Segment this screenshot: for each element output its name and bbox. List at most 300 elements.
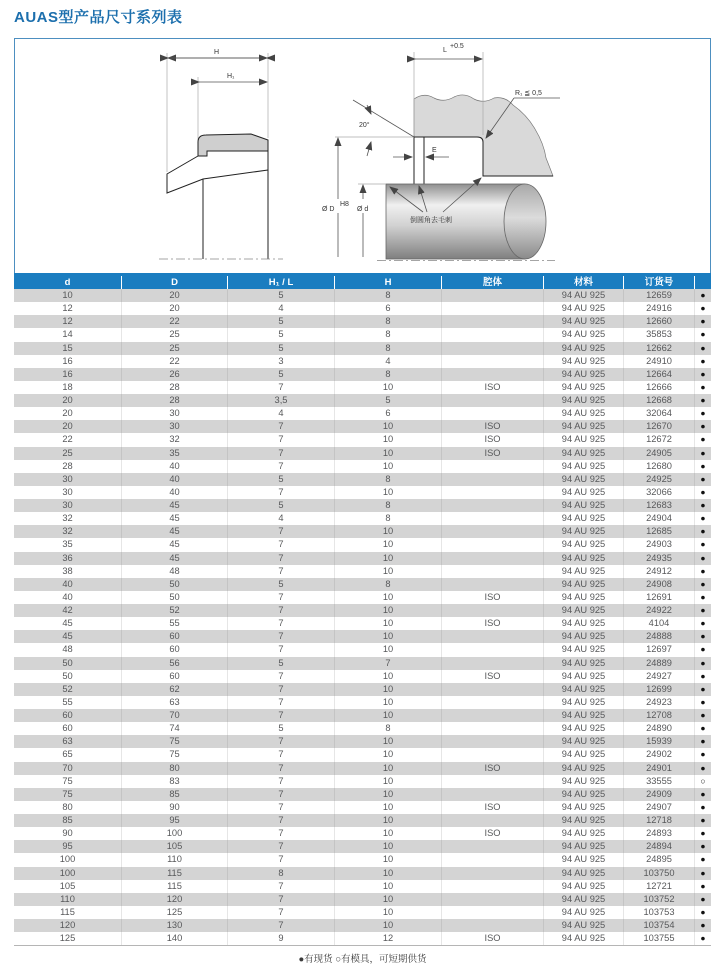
- cell-cavity: [441, 709, 543, 722]
- cell-H1-L: 5: [227, 368, 334, 381]
- table-row: [14, 617, 711, 630]
- dim-H-label: H: [214, 49, 220, 56]
- cell-H1-L: 7: [227, 880, 334, 893]
- cell-material: 94 AU 925: [543, 683, 623, 696]
- cell-cavity: [441, 473, 543, 486]
- cell-H: 10: [334, 447, 441, 460]
- cell-order-no: 24904: [623, 512, 694, 525]
- cell-material: 94 AU 925: [543, 381, 623, 394]
- cell-H: 10: [334, 552, 441, 565]
- cell-order-no: 24901: [623, 762, 694, 775]
- cell-cavity: [441, 289, 543, 302]
- cell-H1-L: 5: [227, 315, 334, 328]
- cell-order-no: 24903: [623, 538, 694, 551]
- cell-H1-L: 7: [227, 906, 334, 919]
- cell-H1-L: 7: [227, 775, 334, 788]
- cell-D: 50: [121, 578, 227, 591]
- cell-H: 10: [334, 696, 441, 709]
- cell-cavity: ISO: [441, 433, 543, 446]
- cell-order-no: 15939: [623, 735, 694, 748]
- cell-D: 30: [121, 407, 227, 420]
- cell-material: 94 AU 925: [543, 368, 623, 381]
- cell-material: 94 AU 925: [543, 342, 623, 355]
- table-row: [14, 827, 711, 840]
- cell-H: 10: [334, 893, 441, 906]
- cell-H1-L: 5: [227, 328, 334, 341]
- cell-d: 70: [62, 762, 73, 773]
- cell-order-no: 12662: [623, 342, 694, 355]
- cell-H1-L: 7: [227, 460, 334, 473]
- cell-D: 75: [121, 735, 227, 748]
- table-row: [14, 394, 711, 407]
- cell-D: 120: [121, 893, 227, 906]
- cell-cavity: [441, 696, 543, 709]
- cell-D: 130: [121, 919, 227, 932]
- cell-d: 16: [62, 368, 73, 379]
- cell-availability: ●: [694, 814, 711, 827]
- seal-drawing-svg: [15, 39, 710, 273]
- cell-d: 42: [62, 605, 73, 615]
- cell-availability: ●: [694, 919, 711, 932]
- cell-material: 94 AU 925: [543, 473, 623, 486]
- cell-H: 8: [334, 722, 441, 735]
- cell-D: 83: [121, 775, 227, 788]
- cell-material: 94 AU 925: [543, 407, 623, 420]
- cell-cavity: ISO: [441, 420, 543, 433]
- cell-d: 38: [62, 565, 73, 576]
- radius-note: R₁ ≦ 0,5: [515, 90, 542, 97]
- cell-order-no: 12699: [623, 683, 694, 696]
- cell-d: 45: [62, 631, 73, 642]
- cell-order-no: 12668: [623, 394, 694, 407]
- cell-material: 94 AU 925: [543, 788, 623, 801]
- cell-availability: ●: [694, 499, 711, 512]
- cell-material: 94 AU 925: [543, 578, 623, 591]
- cell-D: 40: [121, 460, 227, 473]
- cell-availability: ●: [694, 315, 711, 328]
- dia-D-label: Ø D: [322, 206, 335, 213]
- cell-cavity: [441, 578, 543, 591]
- cell-availability: ●: [694, 827, 711, 840]
- cell-H: 10: [334, 867, 441, 880]
- cell-D: 85: [121, 788, 227, 801]
- cell-cavity: [441, 919, 543, 932]
- cell-availability: ●: [694, 840, 711, 853]
- cell-order-no: 12672: [623, 433, 694, 446]
- cell-cavity: [441, 355, 543, 368]
- seal-lip-shape: [198, 134, 268, 156]
- cell-H1-L: 7: [227, 670, 334, 683]
- cell-H1-L: 7: [227, 814, 334, 827]
- cell-availability: ●: [694, 447, 711, 460]
- cell-H: 8: [334, 315, 441, 328]
- cell-D: 52: [121, 604, 227, 617]
- cell-order-no: 12708: [623, 709, 694, 722]
- table-row: [14, 460, 711, 473]
- cell-d: 52: [62, 683, 73, 694]
- cell-H1-L: 7: [227, 735, 334, 748]
- cell-order-no: 103753: [623, 906, 694, 919]
- dim-L-label: L: [443, 47, 447, 54]
- page-title: AUAS型产品尺寸系列表: [14, 9, 183, 26]
- cell-order-no: 12685: [623, 525, 694, 538]
- cell-D: 63: [121, 696, 227, 709]
- cell-d: 30: [62, 473, 73, 484]
- cell-cavity: [441, 486, 543, 499]
- cell-D: 20: [121, 302, 227, 315]
- cell-D: 105: [121, 840, 227, 853]
- cell-order-no: 24905: [623, 447, 694, 460]
- cell-material: 94 AU 925: [543, 670, 623, 683]
- cell-cavity: ISO: [441, 447, 543, 460]
- cell-order-no: 24890: [623, 722, 694, 735]
- cell-availability: ●: [694, 302, 711, 315]
- cell-material: 94 AU 925: [543, 775, 623, 788]
- dia-d-label: Ø d: [357, 206, 369, 213]
- cell-cavity: [441, 735, 543, 748]
- cell-H: 8: [334, 289, 441, 302]
- cell-cavity: [441, 788, 543, 801]
- cell-H: 4: [334, 355, 441, 368]
- cell-D: 25: [121, 328, 227, 341]
- cell-material: 94 AU 925: [543, 552, 623, 565]
- cell-H1-L: 7: [227, 604, 334, 617]
- cell-d: 95: [62, 841, 73, 852]
- table-row: [14, 525, 711, 538]
- cell-D: 45: [121, 538, 227, 551]
- cell-material: 94 AU 925: [543, 525, 623, 538]
- cell-d: 10: [62, 290, 73, 300]
- cell-order-no: 103750: [623, 867, 694, 880]
- cell-cavity: [441, 552, 543, 565]
- cell-cavity: [441, 512, 543, 525]
- cell-availability: ●: [694, 604, 711, 617]
- cell-material: 94 AU 925: [543, 630, 623, 643]
- cell-material: 94 AU 925: [543, 748, 623, 761]
- dim-L-tolerance: +0.5: [450, 43, 464, 50]
- cell-material: 94 AU 925: [543, 538, 623, 551]
- cell-availability: ●: [694, 407, 711, 420]
- cell-order-no: 12660: [623, 315, 694, 328]
- cell-availability: ●: [694, 670, 711, 683]
- cell-material: 94 AU 925: [543, 762, 623, 775]
- cell-H: 10: [334, 420, 441, 433]
- header-cavity: 腔体: [441, 276, 543, 289]
- table-row: [14, 512, 711, 525]
- cell-d: 50: [62, 657, 73, 668]
- cell-H1-L: 7: [227, 525, 334, 538]
- table-row: [14, 342, 711, 355]
- cell-H1-L: 7: [227, 447, 334, 460]
- cell-order-no: 103754: [623, 919, 694, 932]
- cell-H1-L: 5: [227, 473, 334, 486]
- seal-profile-figure: [159, 49, 283, 259]
- cell-availability: ○: [694, 775, 711, 788]
- cell-H: 10: [334, 604, 441, 617]
- cell-H1-L: 7: [227, 919, 334, 932]
- cell-H1-L: 7: [227, 433, 334, 446]
- cell-order-no: 12721: [623, 880, 694, 893]
- table-row: [14, 919, 711, 932]
- cell-d: 48: [62, 644, 73, 655]
- table-row: [14, 670, 711, 683]
- cell-H1-L: 5: [227, 722, 334, 735]
- cell-d: 30: [62, 500, 73, 510]
- cell-D: 32: [121, 433, 227, 446]
- cell-cavity: [441, 643, 543, 656]
- cell-H1-L: 5: [227, 342, 334, 355]
- cell-availability: ●: [694, 683, 711, 696]
- cell-order-no: 35853: [623, 328, 694, 341]
- cell-availability: ●: [694, 735, 711, 748]
- cell-order-no: 12664: [623, 368, 694, 381]
- cell-H: 10: [334, 762, 441, 775]
- cell-H: 10: [334, 788, 441, 801]
- header-availability: [694, 276, 711, 289]
- cell-d: 32: [62, 513, 73, 524]
- cell-order-no: 4104: [623, 617, 694, 630]
- angle-label: 20°: [359, 122, 370, 129]
- cell-H1-L: 7: [227, 827, 334, 840]
- cell-H: 10: [334, 880, 441, 893]
- cell-H: 10: [334, 643, 441, 656]
- cell-order-no: 24909: [623, 788, 694, 801]
- cell-H1-L: 7: [227, 893, 334, 906]
- cell-d: 100: [59, 867, 76, 878]
- cell-D: 22: [121, 355, 227, 368]
- cell-H1-L: 7: [227, 840, 334, 853]
- cell-cavity: [441, 315, 543, 328]
- cell-H1-L: 5: [227, 289, 334, 302]
- table-row: [14, 328, 711, 341]
- cell-d: 75: [62, 775, 73, 786]
- cell-H: 12: [334, 932, 441, 945]
- cell-availability: ●: [694, 722, 711, 735]
- cell-D: 60: [121, 630, 227, 643]
- table-row: [14, 420, 711, 433]
- cell-H1-L: 9: [227, 932, 334, 945]
- cell-material: 94 AU 925: [543, 617, 623, 630]
- cell-H1-L: 7: [227, 801, 334, 814]
- cell-availability: ●: [694, 473, 711, 486]
- table-row: [14, 657, 711, 670]
- cell-d: 28: [62, 460, 73, 471]
- cell-H: 10: [334, 814, 441, 827]
- cell-D: 75: [121, 748, 227, 761]
- dia-D-tolerance: H8: [340, 201, 349, 208]
- cell-order-no: 33555: [623, 775, 694, 788]
- cell-D: 62: [121, 683, 227, 696]
- deburr-note: 倒圆角去毛刺: [410, 217, 452, 224]
- cell-H: 10: [334, 565, 441, 578]
- cell-H: 8: [334, 578, 441, 591]
- cell-cavity: [441, 867, 543, 880]
- cell-H: 8: [334, 499, 441, 512]
- cell-d: 65: [62, 749, 73, 760]
- cell-H: 10: [334, 630, 441, 643]
- table-row: [14, 643, 711, 656]
- table-row: [14, 447, 711, 460]
- cell-material: 94 AU 925: [543, 447, 623, 460]
- cell-H: 10: [334, 670, 441, 683]
- cell-availability: ●: [694, 617, 711, 630]
- dim-H1-label: H₁: [227, 73, 235, 80]
- cell-d: 85: [62, 815, 73, 825]
- cell-availability: ●: [694, 591, 711, 604]
- cell-d: 40: [62, 591, 73, 602]
- technical-drawing: [14, 38, 711, 274]
- cell-H: 8: [334, 473, 441, 486]
- cell-H: 10: [334, 748, 441, 761]
- table-row: [14, 853, 711, 866]
- cell-order-no: 24894: [623, 840, 694, 853]
- cell-cavity: [441, 525, 543, 538]
- cell-H: 10: [334, 827, 441, 840]
- cell-d: 90: [62, 828, 73, 839]
- cell-order-no: 103752: [623, 893, 694, 906]
- table-row: [14, 762, 711, 775]
- cell-d: 20: [62, 395, 73, 405]
- table-row: [14, 775, 711, 788]
- cell-H: 10: [334, 735, 441, 748]
- table-row: [14, 683, 711, 696]
- cell-availability: ●: [694, 565, 711, 578]
- cell-order-no: 24907: [623, 801, 694, 814]
- cell-availability: ●: [694, 289, 711, 302]
- cell-H: 8: [334, 512, 441, 525]
- cell-D: 45: [121, 512, 227, 525]
- cell-material: 94 AU 925: [543, 460, 623, 473]
- cell-cavity: [441, 840, 543, 853]
- cell-H1-L: 4: [227, 302, 334, 315]
- cell-d: 105: [59, 880, 76, 891]
- cell-availability: ●: [694, 630, 711, 643]
- cell-material: 94 AU 925: [543, 355, 623, 368]
- table-row: [14, 578, 711, 591]
- table-row: [14, 722, 711, 735]
- cell-availability: ●: [694, 906, 711, 919]
- cell-material: 94 AU 925: [543, 867, 623, 880]
- cell-availability: ●: [694, 762, 711, 775]
- cell-cavity: [441, 893, 543, 906]
- cell-order-no: 24889: [623, 657, 694, 670]
- cell-cavity: [441, 880, 543, 893]
- cell-cavity: ISO: [441, 827, 543, 840]
- cell-H: 6: [334, 302, 441, 315]
- cell-D: 28: [121, 381, 227, 394]
- cell-d: 110: [60, 893, 75, 904]
- cell-D: 35: [121, 447, 227, 460]
- cell-D: 28: [121, 394, 227, 407]
- cell-order-no: 12718: [623, 814, 694, 827]
- cell-availability: ●: [694, 552, 711, 565]
- cell-d: 18: [62, 381, 73, 392]
- cell-d: 22: [62, 434, 73, 445]
- cell-order-no: 24916: [623, 302, 694, 315]
- cell-D: 60: [121, 670, 227, 683]
- cell-availability: ●: [694, 538, 711, 551]
- cell-availability: ●: [694, 788, 711, 801]
- cell-D: 56: [121, 657, 227, 670]
- cell-material: 94 AU 925: [543, 302, 623, 315]
- cell-material: 94 AU 925: [543, 591, 623, 604]
- cell-material: 94 AU 925: [543, 696, 623, 709]
- table-row: [14, 709, 711, 722]
- cell-H: 8: [334, 368, 441, 381]
- cell-H1-L: 5: [227, 578, 334, 591]
- cell-material: 94 AU 925: [543, 643, 623, 656]
- header-H1-L: H₁ / L: [227, 276, 334, 289]
- table-row: [14, 893, 711, 906]
- cell-D: 125: [121, 906, 227, 919]
- cell-H1-L: 3,5: [227, 394, 334, 407]
- cell-material: 94 AU 925: [543, 499, 623, 512]
- cell-order-no: 24927: [623, 670, 694, 683]
- cell-H1-L: 7: [227, 709, 334, 722]
- cell-cavity: [441, 683, 543, 696]
- table-header: [14, 273, 711, 289]
- header-D: D: [121, 276, 227, 289]
- cell-d: 125: [59, 933, 76, 944]
- cell-cavity: [441, 302, 543, 315]
- cell-order-no: 24888: [623, 630, 694, 643]
- cell-cavity: [441, 407, 543, 420]
- cell-cavity: ISO: [441, 670, 543, 683]
- cell-order-no: 24908: [623, 578, 694, 591]
- cell-material: 94 AU 925: [543, 932, 623, 945]
- cell-material: 94 AU 925: [543, 512, 623, 525]
- cell-availability: ●: [694, 867, 711, 880]
- cell-H1-L: 7: [227, 381, 334, 394]
- cell-availability: ●: [694, 578, 711, 591]
- cell-H1-L: 5: [227, 499, 334, 512]
- cell-H: 10: [334, 591, 441, 604]
- cell-H1-L: 7: [227, 748, 334, 761]
- cell-cavity: [441, 342, 543, 355]
- table-row: [14, 486, 711, 499]
- cell-d: 12: [62, 303, 73, 314]
- cell-D: 115: [121, 867, 227, 880]
- cell-D: 26: [121, 368, 227, 381]
- cell-cavity: ISO: [441, 381, 543, 394]
- cell-H: 10: [334, 617, 441, 630]
- cell-cavity: [441, 748, 543, 761]
- cell-material: 94 AU 925: [543, 722, 623, 735]
- cell-d: 75: [62, 788, 73, 799]
- cell-availability: ●: [694, 643, 711, 656]
- cell-availability: ●: [694, 657, 711, 670]
- table-row: [14, 565, 711, 578]
- table-row: [14, 867, 711, 880]
- cell-material: 94 AU 925: [543, 565, 623, 578]
- cell-material: 94 AU 925: [543, 801, 623, 814]
- cell-D: 20: [121, 289, 227, 302]
- cell-H: 10: [334, 525, 441, 538]
- cell-cavity: [441, 394, 543, 407]
- cell-cavity: [441, 775, 543, 788]
- cell-cavity: [441, 853, 543, 866]
- cell-D: 95: [121, 814, 227, 827]
- table-row: [14, 368, 711, 381]
- cell-order-no: 32066: [623, 486, 694, 499]
- table-row: [14, 880, 711, 893]
- cell-d: 45: [62, 618, 73, 629]
- cell-availability: ●: [694, 486, 711, 499]
- cell-D: 25: [121, 342, 227, 355]
- cell-material: 94 AU 925: [543, 919, 623, 932]
- table-row: [14, 696, 711, 709]
- cell-H1-L: 7: [227, 617, 334, 630]
